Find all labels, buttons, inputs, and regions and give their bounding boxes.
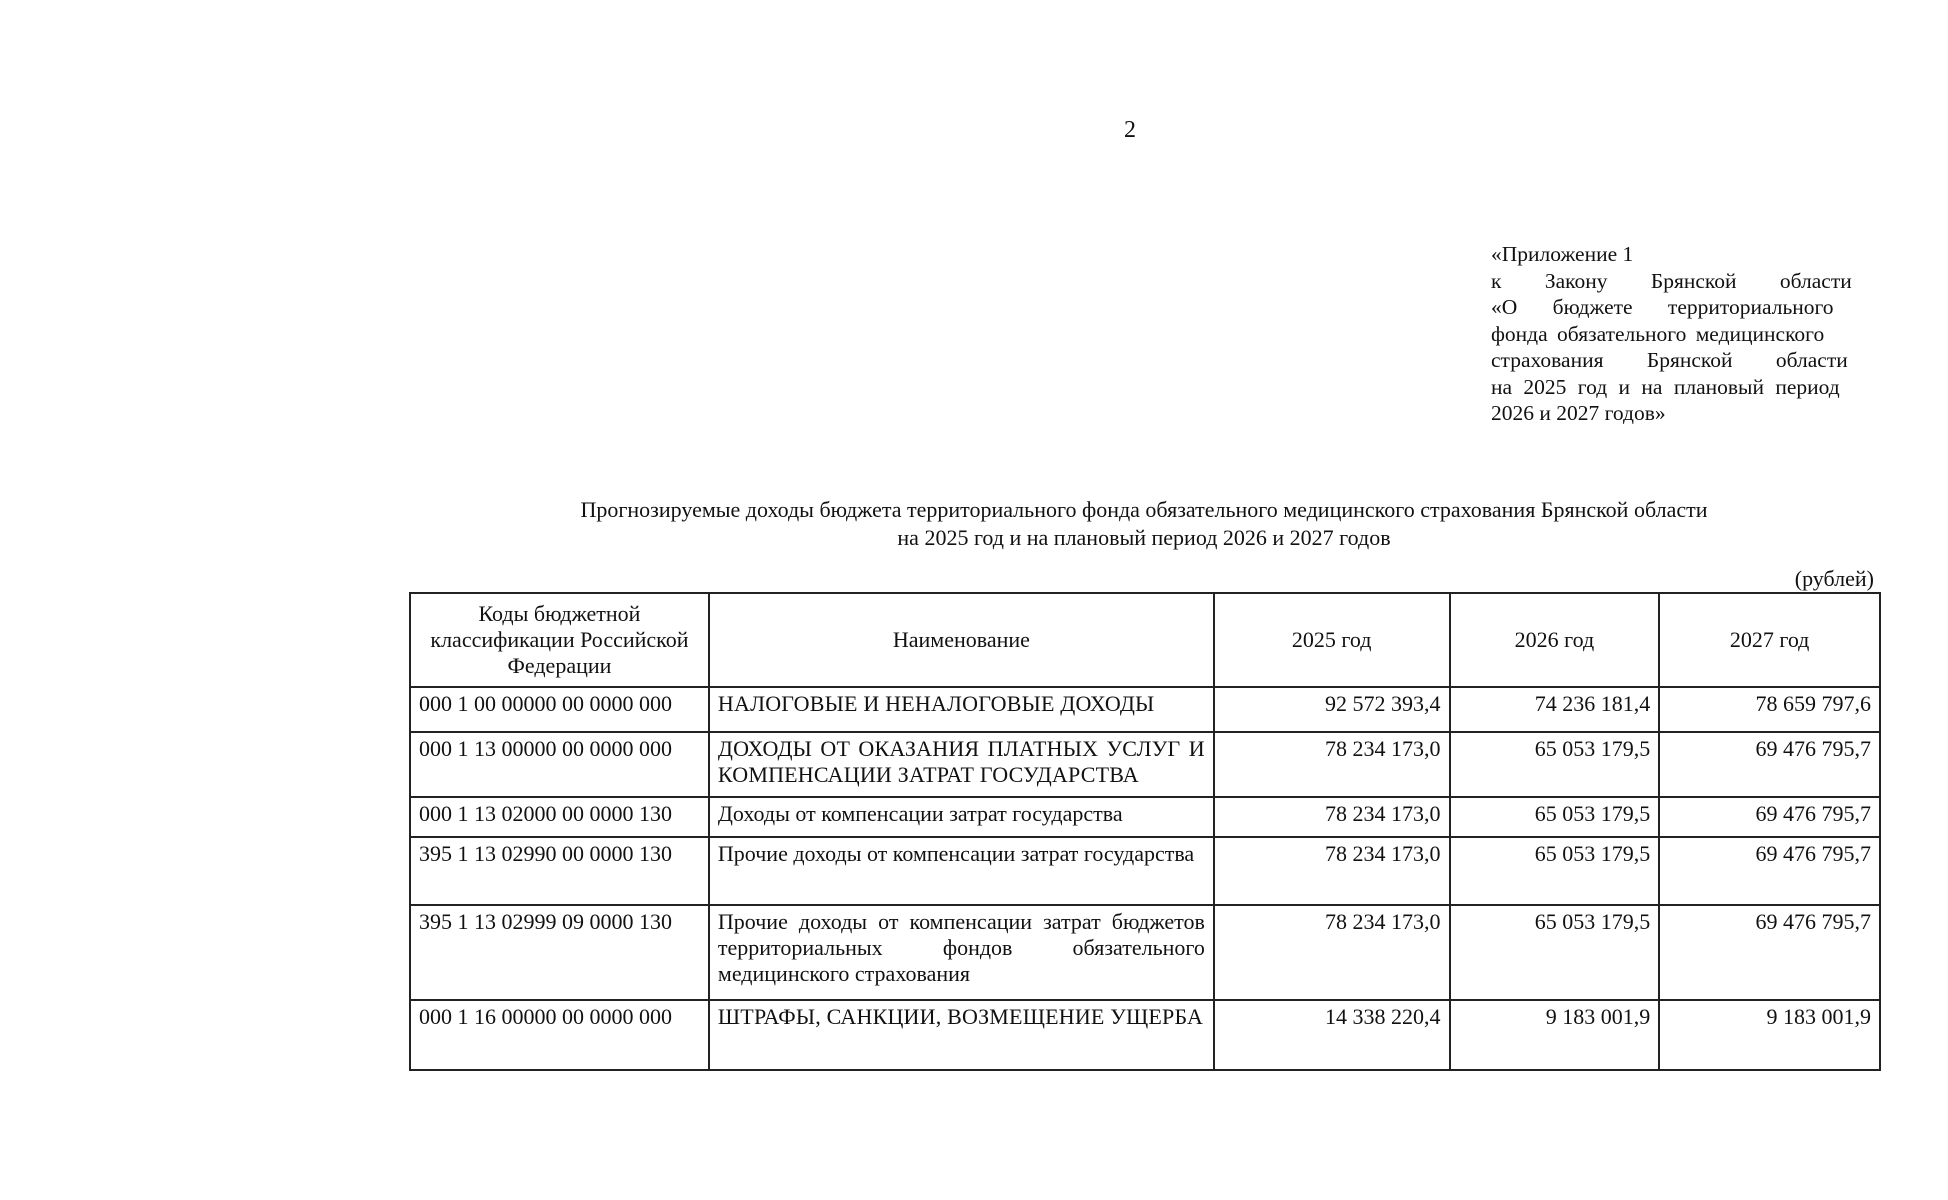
row-value-2025: 78 234 173,0: [1214, 797, 1450, 837]
row-name: Доходы от компенсации затрат государства: [709, 797, 1214, 837]
appendix-line-2: к Закону Брянской области: [1491, 268, 1852, 293]
row-value-2026: 65 053 179,5: [1450, 732, 1660, 797]
appendix-line-4: фонда обязательного медицинского: [1491, 321, 1825, 346]
row-code: 000 1 13 02000 00 0000 130: [410, 797, 709, 837]
header-2025: 2025 год: [1214, 593, 1450, 687]
row-code: 395 1 13 02999 09 0000 130: [410, 905, 709, 1000]
table-row: [410, 732, 1880, 797]
row-name: Прочие доходы от компенсации затрат бюджетов территориальных фондов обязательного медицинского страхования: [709, 905, 1214, 1000]
table-row: [410, 837, 1880, 905]
appendix-line-5: страхования Брянской области: [1491, 348, 1848, 372]
table-row: [410, 687, 1880, 732]
row-value-2027: 69 476 795,7: [1659, 797, 1880, 837]
header-2027: 2027 год: [1659, 593, 1880, 687]
row-value-2025: 14 338 220,4: [1214, 1000, 1450, 1070]
appendix-line-3: «О бюджете территориального: [1491, 295, 1834, 319]
header-name: Наименование: [709, 593, 1214, 687]
header-codes: Коды бюджетной классификации Российской Федерации: [410, 593, 709, 687]
page-number: 2: [1124, 117, 1136, 143]
row-name: НАЛОГОВЫЕ И НЕНАЛОГОВЫЕ ДОХОДЫ: [709, 687, 1214, 732]
document-title-line-1: Прогнозируемые доходы бюджета территориального фонда обязательного медицинского страхования Брянской области: [580, 497, 1708, 522]
row-value-2027: 9 183 001,9: [1659, 1000, 1880, 1070]
appendix-line-1: «Приложение 1: [1491, 242, 1634, 266]
budget-income-table: [409, 592, 1881, 1071]
row-code: 395 1 13 02990 00 0000 130: [410, 837, 709, 905]
row-value-2026: 65 053 179,5: [1450, 905, 1660, 1000]
row-value-2027: 69 476 795,7: [1659, 732, 1880, 797]
row-value-2026: 9 183 001,9: [1450, 1000, 1660, 1070]
document-title: [480, 496, 1808, 552]
row-name: Прочие доходы от компенсации затрат государства: [709, 837, 1214, 905]
row-value-2026: 74 236 181,4: [1450, 687, 1660, 732]
row-name: ДОХОДЫ ОТ ОКАЗАНИЯ ПЛАТНЫХ УСЛУГ И КОМПЕНСАЦИИ ЗАТРАТ ГОСУДАРСТВА: [709, 732, 1214, 797]
table-row: [410, 797, 1880, 837]
appendix-line-6: на 2025 год и на плановый период: [1491, 374, 1840, 399]
table-row: [410, 1000, 1880, 1070]
table-row: [410, 905, 1880, 1000]
header-2026: 2026 год: [1450, 593, 1660, 687]
unit-label: (рублей): [1794, 566, 1874, 591]
table-header-row: [410, 593, 1880, 687]
row-code: 000 1 00 00000 00 0000 000: [410, 687, 709, 732]
row-code: 000 1 13 00000 00 0000 000: [410, 732, 709, 797]
row-value-2025: 78 234 173,0: [1214, 905, 1450, 1000]
row-value-2027: 69 476 795,7: [1659, 837, 1880, 905]
row-name: ШТРАФЫ, САНКЦИИ, ВОЗМЕЩЕНИЕ УЩЕРБА: [709, 1000, 1214, 1070]
row-value-2026: 65 053 179,5: [1450, 797, 1660, 837]
row-value-2027: 69 476 795,7: [1659, 905, 1880, 1000]
row-value-2025: 78 234 173,0: [1214, 732, 1450, 797]
row-value-2025: 78 234 173,0: [1214, 837, 1450, 905]
row-value-2026: 65 053 179,5: [1450, 837, 1660, 905]
row-value-2027: 78 659 797,6: [1659, 687, 1880, 732]
appendix-line-7: 2026 и 2027 годов»: [1491, 401, 1666, 425]
row-value-2025: 92 572 393,4: [1214, 687, 1450, 732]
row-code: 000 1 16 00000 00 0000 000: [410, 1000, 709, 1070]
document-title-line-2: на 2025 год и на плановый период 2026 и 2027 годов: [897, 525, 1391, 550]
appendix-note: [1491, 241, 1874, 427]
